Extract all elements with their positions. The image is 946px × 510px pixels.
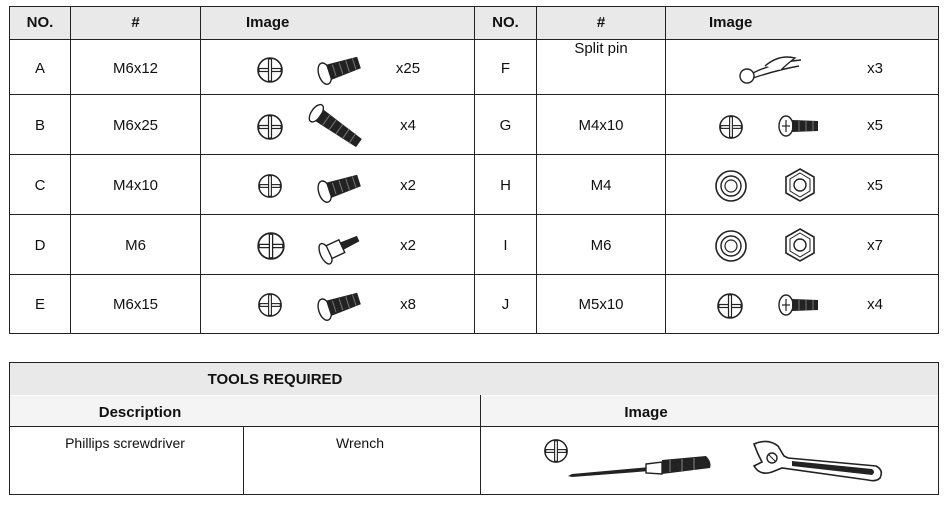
- part-no-f: F: [500, 60, 511, 77]
- part-qty-c: x2: [400, 177, 416, 194]
- split-pin-icon: [735, 52, 805, 88]
- part-no-d: D: [34, 237, 46, 254]
- pan-head-screw-icon: [776, 292, 820, 318]
- part-size-g: M4x10: [578, 117, 624, 134]
- part-no-b: B: [34, 117, 45, 134]
- part-size-c: M4x10: [112, 177, 159, 194]
- tools-required-title: TOOLS REQUIRED: [207, 371, 343, 388]
- part-qty-i: x7: [867, 237, 883, 254]
- washer-icon: [714, 229, 748, 263]
- header-size-right: #: [596, 14, 606, 31]
- phillips-head-icon: [256, 231, 286, 261]
- part-no-h: H: [500, 177, 511, 194]
- part-qty-d: x2: [400, 237, 416, 254]
- part-size-h: M4: [590, 177, 612, 194]
- hex-nut-icon: [782, 227, 818, 263]
- part-size-f: Split pin: [574, 40, 628, 57]
- hex-nut-icon: [782, 167, 818, 203]
- phillips-long-screw-icon: [306, 104, 366, 150]
- part-qty-a: x25: [395, 60, 421, 77]
- phillips-head-icon: [718, 114, 744, 140]
- washer-icon: [714, 169, 748, 203]
- phillips-flat-head-screw-icon: [314, 168, 364, 206]
- part-size-d: M6: [125, 237, 146, 254]
- description-header: Description: [98, 404, 182, 421]
- part-size-b: M6x25: [112, 117, 159, 134]
- header-size-left: #: [131, 14, 140, 31]
- part-qty-e: x8: [400, 296, 416, 313]
- pan-head-screw-icon: [776, 113, 820, 139]
- tool-name-wrench: Wrench: [336, 435, 384, 451]
- part-qty-h: x5: [867, 177, 883, 194]
- screwdriver-icon: [566, 454, 714, 486]
- part-qty-f: x3: [867, 60, 883, 77]
- part-qty-b: x4: [400, 117, 416, 134]
- shoulder-screw-icon: [316, 228, 364, 266]
- part-size-i: M6: [590, 237, 612, 254]
- part-no-e: E: [34, 296, 45, 313]
- header-no-left: NO.: [26, 14, 54, 31]
- phillips-flat-head-screw-icon: [314, 50, 364, 88]
- part-qty-j: x4: [867, 296, 883, 313]
- part-no-g: G: [499, 117, 512, 134]
- part-no-c: C: [34, 177, 46, 194]
- part-no-a: A: [34, 60, 45, 77]
- wrench-icon: [748, 436, 886, 486]
- phillips-head-icon: [256, 56, 284, 84]
- phillips-head-icon: [256, 113, 284, 141]
- part-qty-g: x5: [867, 117, 883, 134]
- header-image-right: Image: [709, 14, 753, 31]
- phillips-head-icon: [716, 292, 744, 320]
- part-no-j: J: [501, 296, 510, 313]
- phillips-head-icon: [257, 173, 283, 199]
- tool-name-screwdriver: Phillips screwdriver: [65, 435, 185, 451]
- phillips-flat-head-screw-icon: [314, 286, 364, 324]
- part-size-a: M6x12: [112, 60, 159, 77]
- header-no-right: NO.: [492, 14, 519, 31]
- header-image-left: Image: [246, 14, 290, 31]
- phillips-head-icon: [257, 292, 283, 318]
- part-size-e: M6x15: [112, 296, 159, 313]
- part-size-j: M5x10: [578, 296, 624, 313]
- image-header: Image: [624, 404, 668, 421]
- part-no-i: I: [503, 237, 508, 254]
